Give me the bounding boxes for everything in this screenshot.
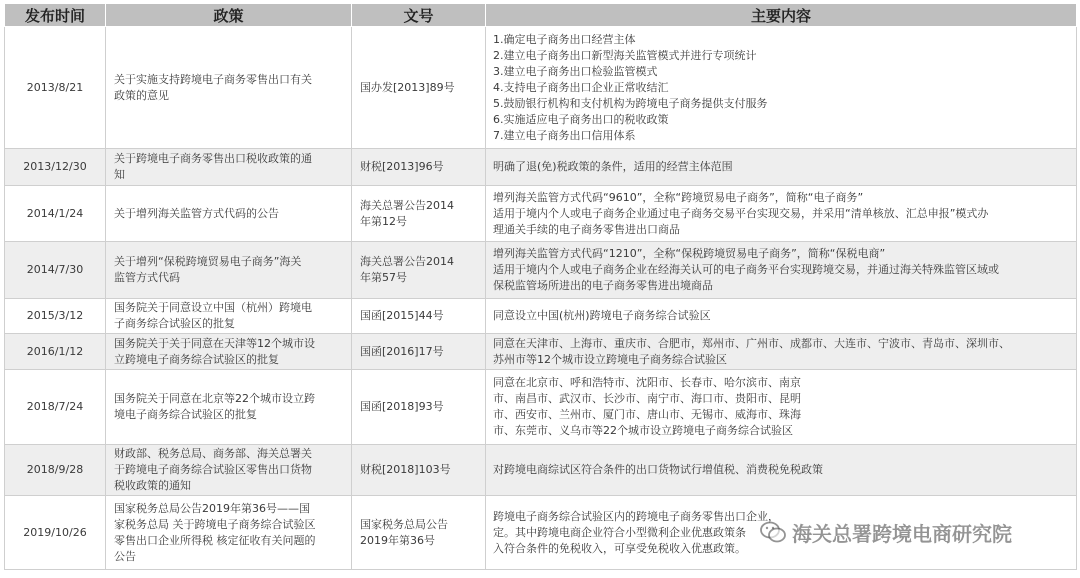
cell-doc-number-line: 年第12号 [360,214,407,228]
table-row [5,299,1077,334]
cell-main-content-line: 7.建立电子商务出口信用体系 [493,128,636,142]
cell-main-content-line: 理通关手续的电子商务零售进出口商品 [493,222,680,236]
cell-policy-line: 政策的意见 [114,88,169,102]
cell-main-content-line: 5.鼓励银行机构和支付机构为跨境电子商务提供支付服务 [493,96,768,110]
cell-doc-number-line: 国函[2015]44号 [360,309,444,322]
cell-main-content-line: 适用于境内个人或电子商务企业通过电子商务交易平台实现交易，并采用“清单核放、汇总申报”模式办 [493,206,989,220]
cell-main-content-line: 3.建立电子商务出口检验监管模式 [493,64,658,78]
cell-date: 2014/1/24 [5,186,106,242]
cell-main-content-line: 4.支持电子商务出口企业正常收结汇 [493,80,669,94]
cell-doc-number [352,242,486,299]
table-row [5,445,1077,496]
cell-policy [106,242,352,299]
cell-date: 2019/10/26 [5,496,106,570]
cell-main-content-line: 市、东莞市、义乌市等22个城市设立跨境电子商务综合试验区 [493,424,793,437]
cell-doc-number-line: 海关总署公告2014 [360,198,454,212]
cell-main-content-line: 增列海关监管方式代码“9610”，全称“跨境贸易电子商务”，简称“电子商务” [493,190,864,204]
cell-doc-number-line: 财税[2013]96号 [360,160,444,173]
cell-date: 2018/9/28 [5,445,106,496]
cell-policy-line: 公告 [114,549,136,563]
cell-doc-number [352,370,486,445]
cell-policy [106,27,352,149]
cell-main-content-line: 定。其中跨境电商企业符合小型微利企业优惠政策条 [493,525,746,539]
cell-policy-line: 国务院关于同意设立中国（杭州）跨境电 [114,301,312,314]
table-row [5,27,1077,149]
cell-date: 2015/3/12 [5,299,106,334]
cell-main-content-line: 对跨境电商综试区符合条件的出口货物试行增值税、消费税免税政策 [493,463,823,476]
cell-main-content-line: 6.实施适应电子商务出口的税收政策 [493,112,669,126]
cell-doc-number-line: 国函[2018]93号 [360,400,444,413]
cell-main-content-line: 同意在天津市、上海市、重庆市、合肥市，郑州市、广州市、成都市、大连市、宁波市、青岛市、深圳市、 [493,336,1010,350]
table-row [5,334,1077,370]
cell-main-content-line: 保税监管场所进出的电子商务零售进出境商品 [493,279,713,292]
header-policy: 政策 [106,4,352,27]
cell-doc-number-line: 财税[2018]103号 [360,463,451,476]
cell-policy-line: 知 [114,168,125,181]
cell-main-content-line: 同意设立中国(杭州)跨境电子商务综合试验区 [493,309,711,322]
cell-policy [106,299,352,334]
policy-table [4,3,1077,570]
cell-main-content-line: 明确了退(免)税政策的条件，适用的经营主体范围 [493,160,733,173]
table-row [5,186,1077,242]
cell-main-content-line: 市、西安市、兰州市、厦门市、唐山市、无锡市、威海市、珠海 [493,408,801,421]
cell-main-content [486,149,1077,186]
cell-main-content [486,186,1077,242]
cell-policy-line: 税收政策的通知 [114,479,191,492]
cell-policy-line: 关于增列海关监管方式代码的公告 [114,206,279,220]
cell-main-content [486,445,1077,496]
table-row [5,496,1077,570]
cell-doc-number-line: 海关总署公告2014 [360,255,454,268]
cell-main-content-line: 同意在北京市、呼和浩特市、沈阳市、长春市、哈尔滨市、南京 [493,376,801,389]
cell-policy-line: 国务院关于同意在北京等22个城市设立跨 [114,392,315,405]
cell-policy [106,149,352,186]
cell-doc-number-line: 2019年第36号 [360,533,435,547]
cell-doc-number-line: 国函[2016]17号 [360,344,444,358]
cell-doc-number [352,27,486,149]
cell-doc-number-line: 年第57号 [360,271,407,284]
watermark-text: 海关总署跨境电商研究院 [792,521,1012,546]
cell-policy-line: 关于增列“保税跨境贸易电子商务”海关 [114,255,302,268]
cell-policy-line: 零售出口企业所得税 核定征收有关问题的 [114,533,316,547]
cell-main-content [486,242,1077,299]
cell-main-content [486,299,1077,334]
cell-policy [106,370,352,445]
cell-doc-number [352,445,486,496]
table-row [5,242,1077,299]
cell-policy-line: 关于实施支持跨境电子商务零售出口有关 [114,72,312,86]
cell-doc-number [352,334,486,370]
cell-doc-number [352,299,486,334]
cell-doc-number-line: 国办发[2013]89号 [360,80,455,94]
cell-main-content [486,370,1077,445]
header-doc-number: 文号 [352,4,486,27]
cell-date: 2016/1/12 [5,334,106,370]
cell-main-content-line: 1.确定电子商务出口经营主体 [493,32,636,46]
cell-policy [106,334,352,370]
cell-main-content [486,334,1077,370]
cell-main-content [486,27,1077,149]
cell-doc-number-line: 国家税务总局公告 [360,517,448,531]
cell-policy-line: 国家税务总局公告2019年第36号——国 [114,501,310,515]
cell-main-content-line: 市、南昌市、武汉市、长沙市、南宁市、海口市、贵阳市、昆明 [493,392,801,405]
cell-main-content [486,496,1077,570]
cell-doc-number [352,186,486,242]
cell-policy-line: 财政部、税务总局、商务部、海关总署关 [114,447,312,460]
table-row [5,149,1077,186]
cell-main-content-line: 跨境电子商务综合试验区内的跨境电子商务零售出口企业， [493,509,779,523]
cell-main-content-line: 增列海关监管方式代码“1210”，全称“保税跨境贸易电子商务”，简称“保税电商” [493,247,886,260]
cell-doc-number [352,496,486,570]
table-body [5,27,1077,570]
cell-main-content-line: 入符合条件的免税收入，可享受免税收入优惠政策。 [493,541,746,555]
cell-doc-number [352,149,486,186]
cell-policy-line: 立跨境电子商务综合试验区的批复 [114,352,279,366]
cell-policy-line: 国务院关于关于同意在天津等12个城市设 [114,336,315,350]
cell-policy-line: 子商务综合试验区的批复 [114,317,235,330]
cell-policy-line: 家税务总局 关于跨境电子商务综合试验区 [114,517,316,531]
cell-policy-line: 于跨境电子商务综合试验区零售出口货物 [114,463,312,476]
cell-main-content-line: 苏州市等12个城市设立跨境电子商务综合试验区 [493,352,727,366]
cell-policy [106,496,352,570]
cell-main-content-line: 适用于境内个人或电子商务企业在经海关认可的电子商务平台实现跨境交易，并通过海关特殊监管区域或 [493,263,999,276]
cell-date: 2013/12/30 [5,149,106,186]
cell-main-content-line: 2.建立电子商务出口新型海关监管模式并进行专项统计 [493,48,757,62]
header-row [5,4,1077,27]
cell-policy [106,186,352,242]
cell-date: 2014/7/30 [5,242,106,299]
cell-date: 2013/8/21 [5,27,106,149]
header-main-content: 主要内容 [486,4,1077,27]
cell-policy-line: 监管方式代码 [114,271,180,284]
cell-date: 2018/7/24 [5,370,106,445]
header-date: 发布时间 [5,4,106,27]
cell-policy-line: 关于跨境电子商务零售出口税收政策的通 [114,152,312,165]
cell-policy-line: 境电子商务综合试验区的批复 [114,408,257,421]
cell-policy [106,445,352,496]
policy-table-container [4,3,1076,570]
table-row [5,370,1077,445]
